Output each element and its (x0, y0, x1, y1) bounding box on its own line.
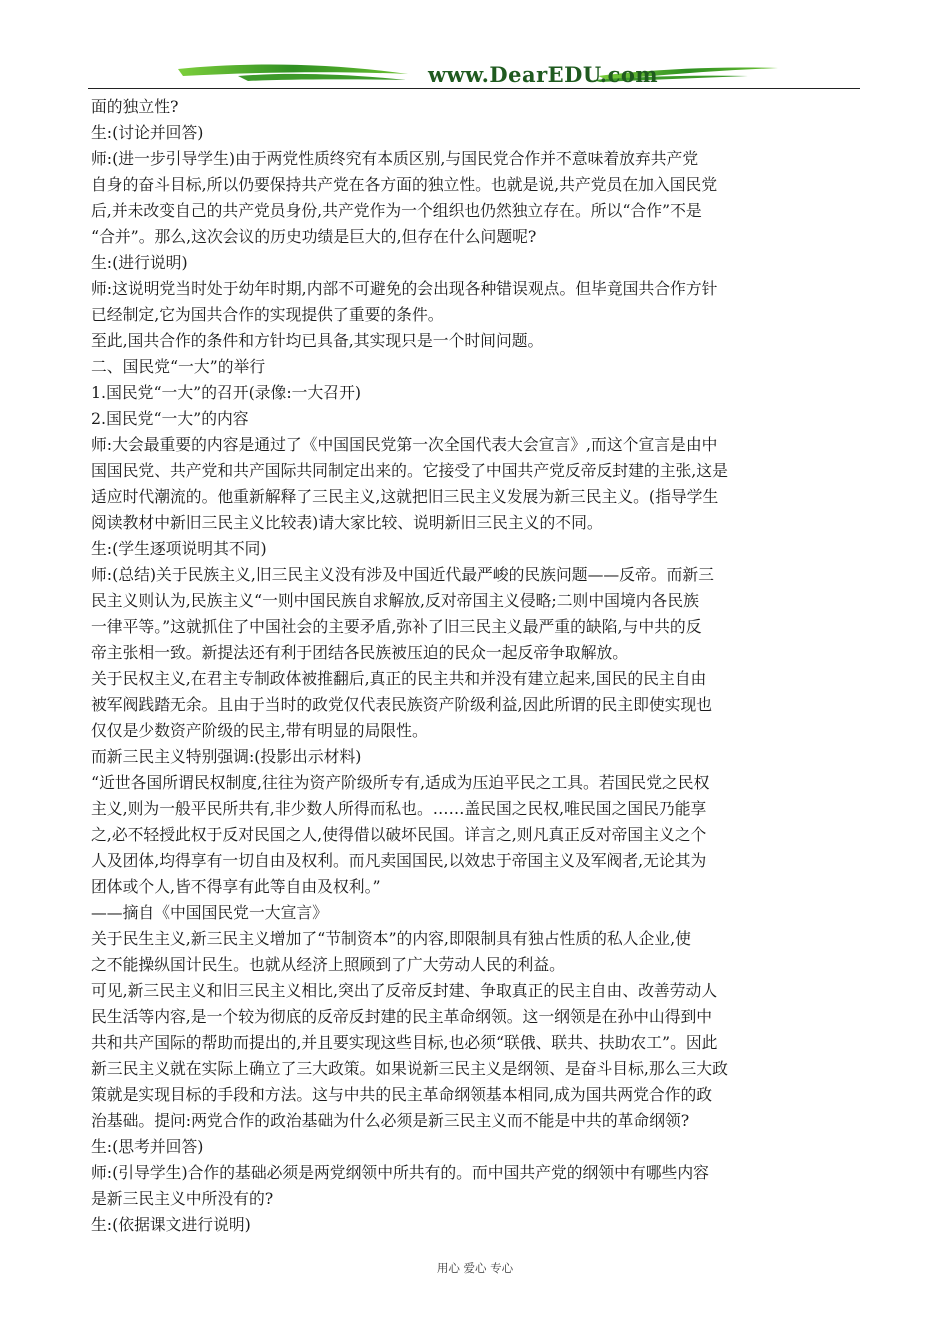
text-line: 治基础。提问:两党合作的政治基础为什么必须是新三民主义而不能是中共的革命纲领? (91, 1111, 690, 1130)
text-line: “合并”。那么,这次会议的历史功绩是巨大的,但存在什么问题呢? (91, 227, 537, 246)
header-divider (88, 88, 860, 89)
text-line: 之不能操纵国计民生。也就从经济上照顾到了广大劳动人民的利益。 (91, 955, 565, 974)
text-line: 阅读教材中新旧三民主义比较表)请大家比较、说明新旧三民主义的不同。 (91, 513, 603, 532)
text-line: 生:(学生逐项说明其不同) (91, 539, 267, 558)
text-line: 一律平等。”这就抓住了中国社会的主要矛盾,弥补了旧三民主义最严重的缺陷,与中共的反 (91, 617, 702, 636)
text-line: 师:(进一步引导学生)由于两党性质终究有本质区别,与国民党合作并不意味着放弃共产党 (91, 149, 699, 168)
text-line: “近世各国所谓民权制度,往往为资产阶级所专有,适成为压迫平民之工具。若国民党之民权 (91, 773, 710, 792)
text-line: 共和共产国际的帮助而提出的,并且要实现这些目标,也必须“联俄、联共、扶助农工”。因此 (91, 1033, 718, 1052)
text-line: 面的独立性? (91, 97, 179, 116)
text-line: 帝主张相一致。新提法还有利于团结各民族被压迫的民众一起反帝争取解放。 (91, 643, 629, 662)
text-line: 师:这说明党当时处于幼年时期,内部不可避免的会出现各种错误观点。但毕竟国共合作方针 (91, 279, 718, 298)
text-line: 生:(进行说明) (91, 253, 188, 272)
text-line: 可见,新三民主义和旧三民主义相比,突出了反帝反封建、争取真正的民主自由、改善劳动人 (91, 981, 718, 1000)
text-line: 人及团体,均得享有一切自由及权利。而凡卖国国民,以效忠于帝国主义及军阀者,无论其为 (91, 851, 707, 870)
text-line: 团体或个人,皆不得享有此等自由及权利。” (91, 877, 381, 896)
text-line: 仅仅是少数资产阶级的民主,带有明显的局限性。 (91, 721, 428, 740)
text-line: 生:(依据课文进行说明) (91, 1215, 251, 1234)
text-line: 是新三民主义中所没有的? (91, 1189, 274, 1208)
page-header (88, 52, 860, 92)
text-line: ——摘自《中国国民党一大宣言》 (91, 903, 328, 922)
text-line: 自身的奋斗目标,所以仍要保持共产党在各方面的独立性。也就是说,共产党员在加入国民党 (91, 175, 718, 194)
text-line: 二、国民党“一大”的举行 (91, 357, 266, 376)
page-footer: 用心 爱心 专心 (436, 1261, 514, 1275)
text-line: 关于民生主义,新三民主义增加了“节制资本”的内容,即限制具有独占性质的私人企业,使 (91, 929, 691, 948)
text-line: 师:大会最重要的内容是通过了《中国国民党第一次全国代表大会宣言》,而这个宣言是由中 (91, 435, 718, 454)
text-line: 师:(引导学生)合作的基础必须是两党纲领中所共有的。而中国共产党的纲领中有哪些内容 (91, 1163, 709, 1182)
text-line: 民主义则认为,民族主义“一则中国民族自求解放,反对帝国主义侵略;二则中国境内各民族 (91, 591, 699, 610)
text-line: 师:(总结)关于民族主义,旧三民主义没有涉及中国近代最严峻的民族问题——反帝。而新三 (91, 565, 714, 584)
text-line: 新三民主义就在实际上确立了三大政策。如果说新三民主义是纲领、是奋斗目标,那么三大政 (91, 1059, 728, 1078)
text-line: 之,必不轻授此权于反对民国之人,使得借以破坏民国。详言之,则凡真正反对帝国主义之个 (91, 825, 707, 844)
text-line: 主义,则为一般平民所共有,非少数人所得而私也。……盖民国之民权,唯民国之国民乃能享 (91, 799, 707, 818)
text-line: 2.国民党“一大”的内容 (91, 409, 249, 428)
text-line: 至此,国共合作的条件和方针均已具备,其实现只是一个时间问题。 (91, 331, 544, 350)
text-line: 适应时代潮流的。他重新解释了三民主义,这就把旧三民主义发展为新三民主义。(指导学生 (91, 487, 719, 506)
text-line: 国国民党、共产党和共产国际共同制定出来的。它接受了中国共产党反帝反封建的主张,这是 (91, 461, 728, 480)
text-line: 后,并未改变自己的共产党员身份,共产党作为一个组织也仍然独立存在。所以“合作”不是 (91, 201, 702, 220)
text-line: 生:(思考并回答) (91, 1137, 204, 1156)
site-logo-text: www.DearEDU.com (428, 62, 659, 87)
text-line: 而新三民主义特别强调:(投影出示材料) (91, 747, 362, 766)
text-line: 已经制定,它为国共合作的实现提供了重要的条件。 (91, 305, 444, 324)
document-body (91, 94, 866, 1238)
text-line: 生:(讨论并回答) (91, 123, 204, 142)
text-line: 民生活等内容,是一个较为彻底的反帝反封建的民主革命纲领。这一纲领是在孙中山得到中 (91, 1007, 713, 1026)
text-line: 关于民权主义,在君主专制政体被推翻后,真正的民主共和并没有建立起来,国民的民主自由 (91, 669, 707, 688)
text-line: 1.国民党“一大”的召开(录像:一大召开) (91, 383, 362, 402)
text-line: 被军阀践踏无余。且由于当时的政党仅代表民族资产阶级利益,因此所谓的民主即使实现也 (91, 695, 713, 714)
text-line: 策就是实现目标的手段和方法。这与中共的民主革命纲领基本相同,成为国共两党合作的政 (91, 1085, 713, 1104)
